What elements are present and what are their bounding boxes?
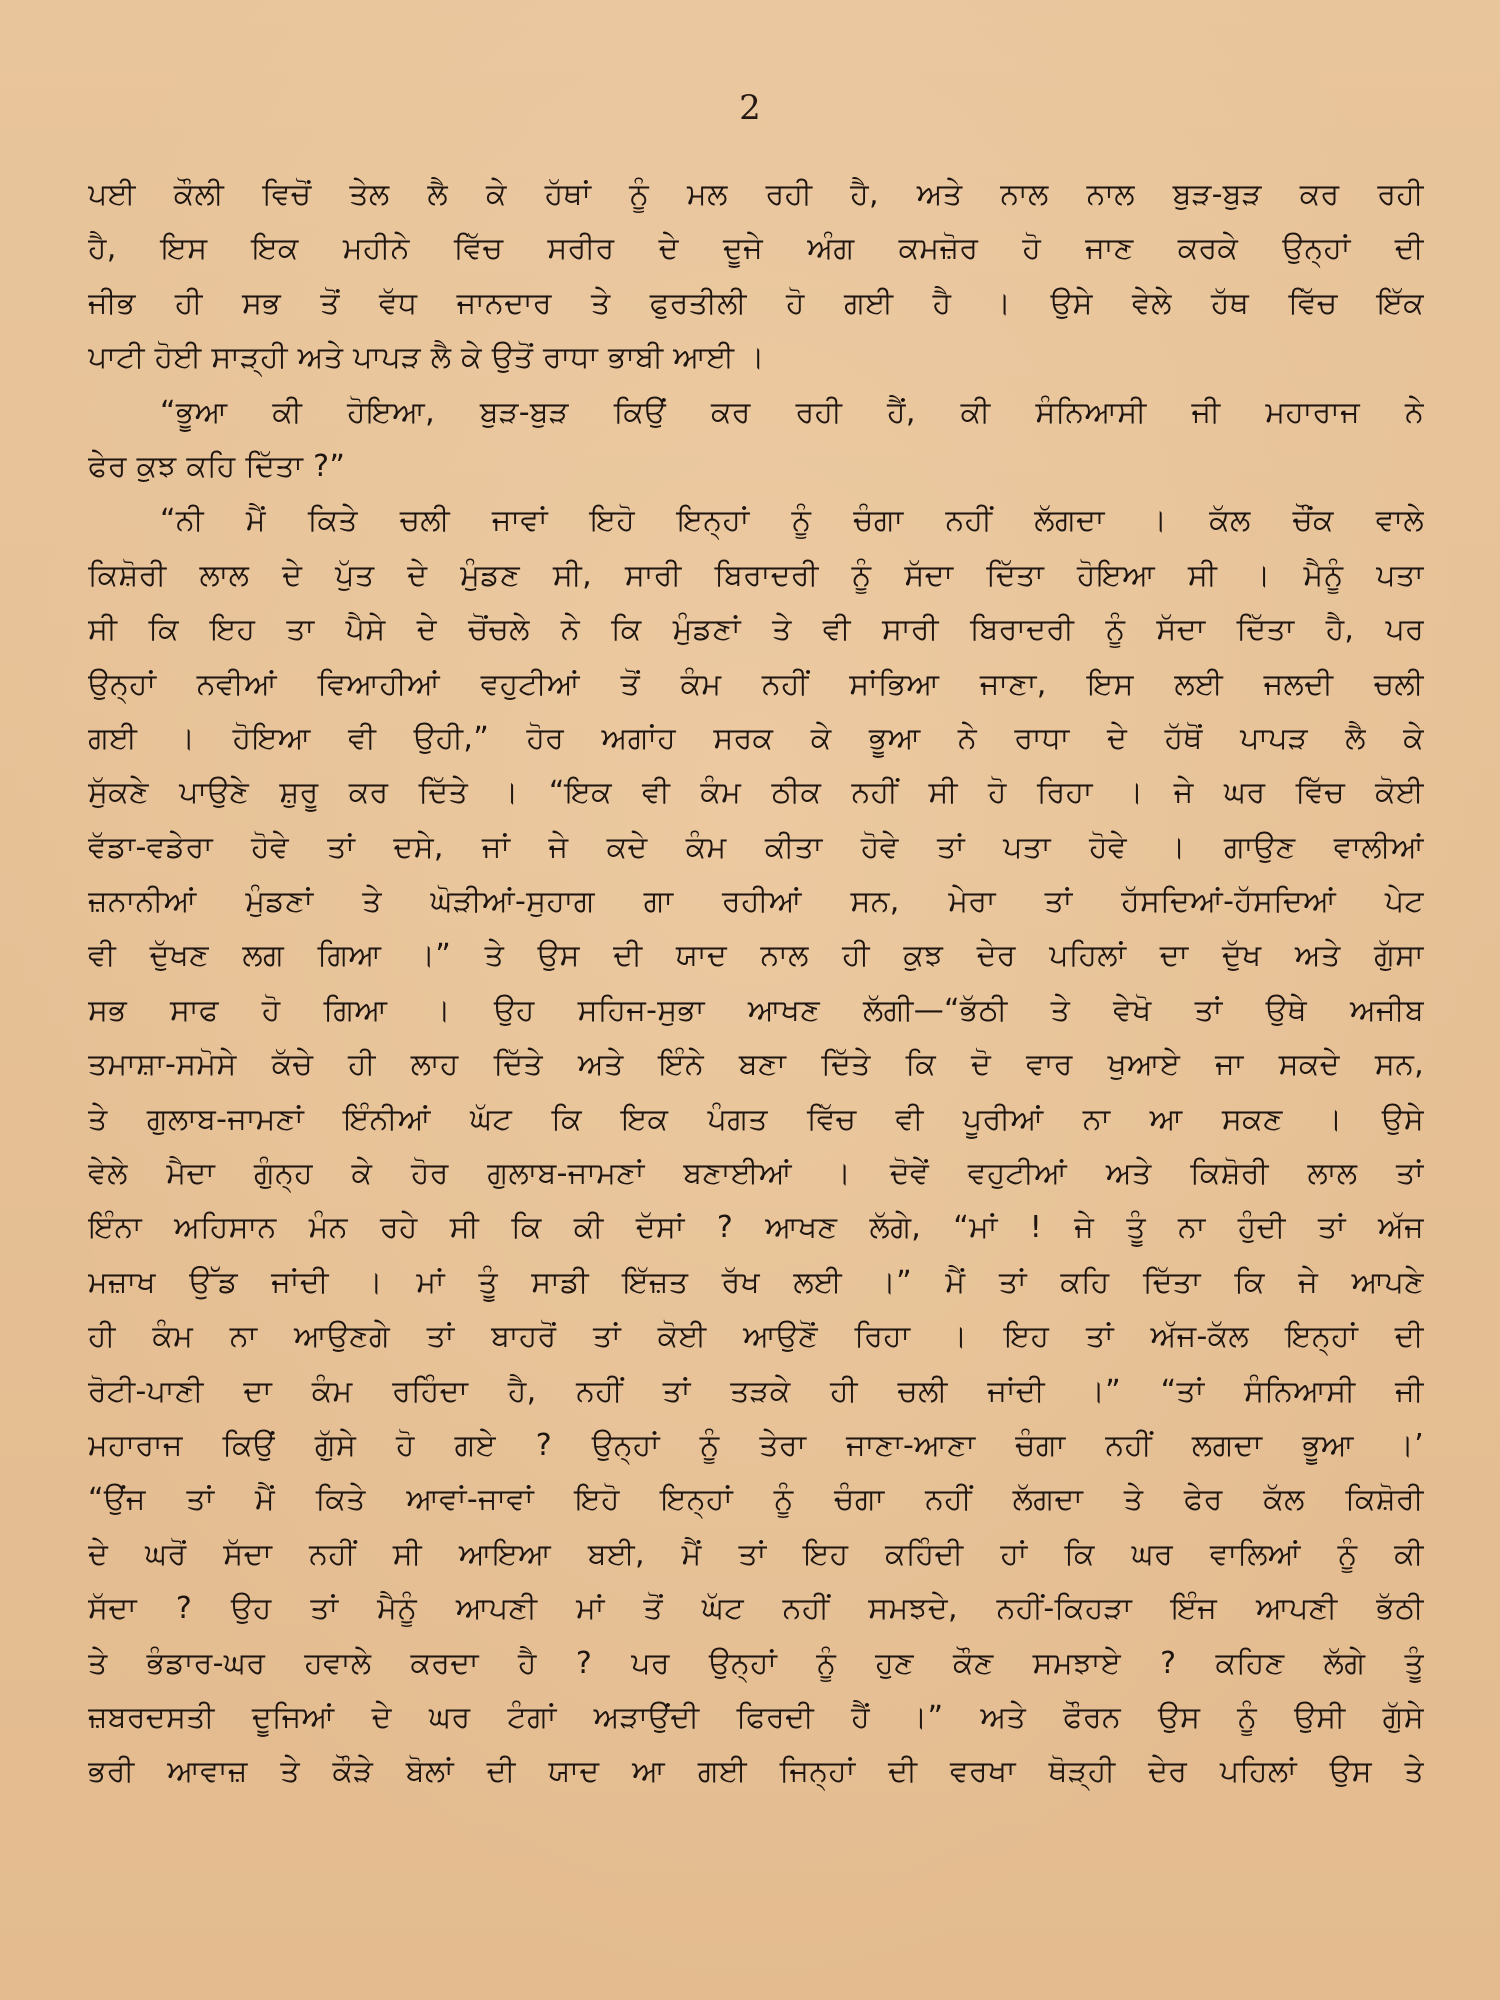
text-line: ਜ਼ਬਰਦਸਤੀ ਦੂਜਿਆਂ ਦੇ ਘਰ ਟੰਗਾਂ ਅੜਾਉਂਦੀ ਫਿਰਦੀ ਹੈਂ ।” ਅਤੇ ਫੌਰਨ ਉਸ ਨੂੰ ਉਸੀ ਗੁੱਸੇ [88, 1699, 1424, 1735]
text-line: ਜ਼ਨਾਨੀਆਂ ਮੁੰਡਣਾਂ ਤੇ ਘੋੜੀਆਂ-ਸੁਹਾਗ ਗਾ ਰਹੀਆਂ ਸਨ, ਮੇਰਾ ਤਾਂ ਹੱਸਦਿਆਂ-ਹੱਸਦਿਆਂ ਪੇਟ [88, 884, 1424, 920]
text-line: ਹੀ ਕੰਮ ਨਾ ਆਉਣਗੇ ਤਾਂ ਬਾਹਰੋਂ ਤਾਂ ਕੋਈ ਆਉਣੋਂ ਰਿਹਾ । ਇਹ ਤਾਂ ਅੱਜ-ਕੱਲ ਇਨ੍ਹਾਂ ਦੀ [88, 1319, 1424, 1355]
text-line: “ਨੀ ਮੈਂ ਕਿਤੇ ਚਲੀ ਜਾਵਾਂ ਇਹੋ ਇਨ੍ਹਾਂ ਨੂੰ ਚੰਗਾ ਨਹੀਂ ਲੱਗਦਾ । ਕੱਲ ਚੌਂਕ ਵਾਲੇ [160, 503, 1424, 539]
text-line: ਰੋਟੀ-ਪਾਣੀ ਦਾ ਕੰਮ ਰਹਿੰਦਾ ਹੈ, ਨਹੀਂ ਤਾਂ ਤੜਕੇ ਹੀ ਚਲੀ ਜਾਂਦੀ ।” “ਤਾਂ ਸੰਨਿਆਸੀ ਜੀ [88, 1373, 1424, 1409]
text-line: ਸੁੱਕਣੇ ਪਾਉਣੇ ਸ਼ੁਰੂ ਕਰ ਦਿੱਤੇ । “ਇਕ ਵੀ ਕੰਮ ਠੀਕ ਨਹੀਂ ਸੀ ਹੋ ਰਿਹਾ । ਜੇ ਘਰ ਵਿੱਚ ਕੋਈ [88, 775, 1424, 811]
text-line: ਉਨ੍ਹਾਂ ਨਵੀਆਂ ਵਿਆਹੀਆਂ ਵਹੁਟੀਆਂ ਤੋਂ ਕੰਮ ਨਹੀਂ ਸਾਂਭਿਆ ਜਾਣਾ, ਇਸ ਲਈ ਜਲਦੀ ਚਲੀ [88, 666, 1424, 702]
text-line: “ਭੂਆ ਕੀ ਹੋਇਆ, ਬੁੜ-ਬੁੜ ਕਿਉਂ ਕਰ ਰਹੀ ਹੈਂ, ਕੀ ਸੰਨਿਆਸੀ ਜੀ ਮਹਾਰਾਜ ਨੇ [160, 394, 1424, 430]
text-line: ਫੇਰ ਕੁਝ ਕਹਿ ਦਿੱਤਾ ?” [88, 448, 346, 484]
text-line: ਤਮਾਸ਼ਾ-ਸਮੋਸੇ ਕੱਚੇ ਹੀ ਲਾਹ ਦਿੱਤੇ ਅਤੇ ਇੰਨੇ ਬਣਾ ਦਿੱਤੇ ਕਿ ਦੋ ਵਾਰ ਖੁਆਏ ਜਾ ਸਕਦੇ ਸਨ, [88, 1047, 1424, 1083]
text-line: ਗਈ । ਹੋਇਆ ਵੀ ਉਹੀ,” ਹੋਰ ਅਗਾਂਹ ਸਰਕ ਕੇ ਭੂਆ ਨੇ ਰਾਧਾ ਦੇ ਹੱਥੋਂ ਪਾਪੜ ਲੈ ਕੇ [88, 720, 1424, 756]
text-line: ਵੇਲੇ ਮੈਦਾ ਗੁੰਨ੍ਹ ਕੇ ਹੋਰ ਗੁਲਾਬ-ਜਾਮਣਾਂ ਬਣਾਈਆਂ । ਦੋਵੇਂ ਵਹੁਟੀਆਂ ਅਤੇ ਕਿਸ਼ੋਰੀ ਲਾਲ ਤਾਂ [88, 1156, 1424, 1192]
text-line: ਸੀ ਕਿ ਇਹ ਤਾ ਪੈਸੇ ਦੇ ਚੋਂਚਲੇ ਨੇ ਕਿ ਮੁੰਡਣਾਂ ਤੇ ਵੀ ਸਾਰੀ ਬਿਰਾਦਰੀ ਨੂੰ ਸੱਦਾ ਦਿੱਤਾ ਹੈ, ਪਰ [88, 612, 1424, 648]
text-line: ਇੰਨਾ ਅਹਿਸਾਨ ਮੰਨ ਰਹੇ ਸੀ ਕਿ ਕੀ ਦੱਸਾਂ ? ਆਖਣ ਲੱਗੇ, “ਮਾਂ ! ਜੇ ਤੂੰ ਨਾ ਹੁੰਦੀ ਤਾਂ ਅੱਜ [88, 1210, 1424, 1246]
text-line: ਪਈ ਕੌਲੀ ਵਿਚੋਂ ਤੇਲ ਲੈ ਕੇ ਹੱਥਾਂ ਨੂੰ ਮਲ ਰਹੀ ਹੈ, ਅਤੇ ਨਾਲ ਨਾਲ ਬੁੜ-ਬੁੜ ਕਰ ਰਹੀ [88, 177, 1424, 212]
text-line: ਵੱਡਾ-ਵਡੇਰਾ ਹੋਵੇ ਤਾਂ ਦਸੇ, ਜਾਂ ਜੇ ਕਦੇ ਕੰਮ ਕੀਤਾ ਹੋਵੇ ਤਾਂ ਪਤਾ ਹੋਵੇ । ਗਾਉਣ ਵਾਲੀਆਂ [88, 829, 1424, 865]
text-line: ਮਜ਼ਾਖ ਉੱਡ ਜਾਂਦੀ । ਮਾਂ ਤੂੰ ਸਾਡੀ ਇੱਜ਼ਤ ਰੱਖ ਲਈ ।” ਮੈਂ ਤਾਂ ਕਹਿ ਦਿੱਤਾ ਕਿ ਜੇ ਆਪਣੇ [88, 1264, 1424, 1300]
text-line: ਸੱਦਾ ? ਉਹ ਤਾਂ ਮੈਨੂੰ ਆਪਣੀ ਮਾਂ ਤੋਂ ਘੱਟ ਨਹੀਂ ਸਮਝਦੇ, ਨਹੀਂ-ਕਿਹੜਾ ਇੰਜ ਆਪਣੀ ਭੱਠੀ [88, 1591, 1424, 1627]
text-line: ਹੈ, ਇਸ ਇਕ ਮਹੀਨੇ ਵਿੱਚ ਸਰੀਰ ਦੇ ਦੂਜੇ ਅੰਗ ਕਮਜ਼ੋਰ ਹੋ ਜਾਣ ਕਰਕੇ ਉਨ੍ਹਾਂ ਦੀ [88, 231, 1424, 267]
text-line: ਮਹਾਰਾਜ ਕਿਉਂ ਗੁੱਸੇ ਹੋ ਗਏ ? ਉਨ੍ਹਾਂ ਨੂੰ ਤੇਰਾ ਜਾਣਾ-ਆਣਾ ਚੰਗਾ ਨਹੀਂ ਲਗਦਾ ਭੂਆ ।’ [88, 1427, 1424, 1463]
page-number: 2 [739, 88, 761, 128]
text-line: ਭਰੀ ਆਵਾਜ਼ ਤੇ ਕੌੜੇ ਬੋਲਾਂ ਦੀ ਯਾਦ ਆ ਗਈ ਜਿਨ੍ਹਾਂ ਦੀ ਵਰਖਾ ਥੋੜ੍ਹੀ ਦੇਰ ਪਹਿਲਾਂ ਉਸ ਤੇ [88, 1754, 1424, 1790]
text-line: ਸਭ ਸਾਫ ਹੋ ਗਿਆ । ਉਹ ਸਹਿਜ-ਸੁਭਾ ਆਖਣ ਲੱਗੀ—“ਭੱਠੀ ਤੇ ਵੇਖੋ ਤਾਂ ਉਥੇ ਅਜੀਬ [88, 992, 1424, 1028]
text-line: ਪਾਟੀ ਹੋਈ ਸਾੜ੍ਹੀ ਅਤੇ ਪਾਪੜ ਲੈ ਕੇ ਉਤੋਂ ਰਾਧਾ ਭਾਬੀ ਆਈ । [88, 340, 765, 376]
text-line: “ਉਂਜ ਤਾਂ ਮੈਂ ਕਿਤੇ ਆਵਾਂ-ਜਾਵਾਂ ਇਹੋ ਇਨ੍ਹਾਂ ਨੂੰ ਚੰਗਾ ਨਹੀਂ ਲੱਗਦਾ ਤੇ ਫੇਰ ਕੱਲ ਕਿਸ਼ੋਰੀ [88, 1482, 1424, 1518]
text-line: ਦੇ ਘਰੋਂ ਸੱਦਾ ਨਹੀਂ ਸੀ ਆਇਆ ਬਈ, ਮੈਂ ਤਾਂ ਇਹ ਕਹਿੰਦੀ ਹਾਂ ਕਿ ਘਰ ਵਾਲਿਆਂ ਨੂੰ ਕੀ [88, 1536, 1424, 1572]
text-line: ਤੇ ਭੰਡਾਰ-ਘਰ ਹਵਾਲੇ ਕਰਦਾ ਹੈ ? ਪਰ ਉਨ੍ਹਾਂ ਨੂੰ ਹੁਣ ਕੌਣ ਸਮਝਾਏ ? ਕਹਿਣ ਲੱਗੇ ਤੂੰ [88, 1645, 1424, 1681]
body-text [88, 168, 1424, 1800]
text-line: ਵੀ ਦੁੱਖਣ ਲਗ ਗਿਆ ।” ਤੇ ਉਸ ਦੀ ਯਾਦ ਨਾਲ ਹੀ ਕੁਝ ਦੇਰ ਪਹਿਲਾਂ ਦਾ ਦੁੱਖ ਅਤੇ ਗੁੱਸਾ [88, 938, 1424, 974]
text-line: ਜੀਭ ਹੀ ਸਭ ਤੋਂ ਵੱਧ ਜਾਨਦਾਰ ਤੇ ਫੁਰਤੀਲੀ ਹੋ ਗਈ ਹੈ । ਉਸੇ ਵੇਲੇ ਹੱਥ ਵਿੱਚ ਇੱਕ [88, 285, 1424, 321]
text-line: ਕਿਸ਼ੋਰੀ ਲਾਲ ਦੇ ਪੁੱਤ ਦੇ ਮੁੰਡਣ ਸੀ, ਸਾਰੀ ਬਿਰਾਦਰੀ ਨੂੰ ਸੱਦਾ ਦਿੱਤਾ ਹੋਇਆ ਸੀ । ਮੈਨੂੰ ਪਤਾ [88, 557, 1424, 593]
text-line: ਤੇ ਗੁਲਾਬ-ਜਾਮਣਾਂ ਇੰਨੀਆਂ ਘੱਟ ਕਿ ਇਕ ਪੰਗਤ ਵਿੱਚ ਵੀ ਪੂਰੀਆਂ ਨਾ ਆ ਸਕਣ । ਉਸੇ [88, 1101, 1424, 1137]
